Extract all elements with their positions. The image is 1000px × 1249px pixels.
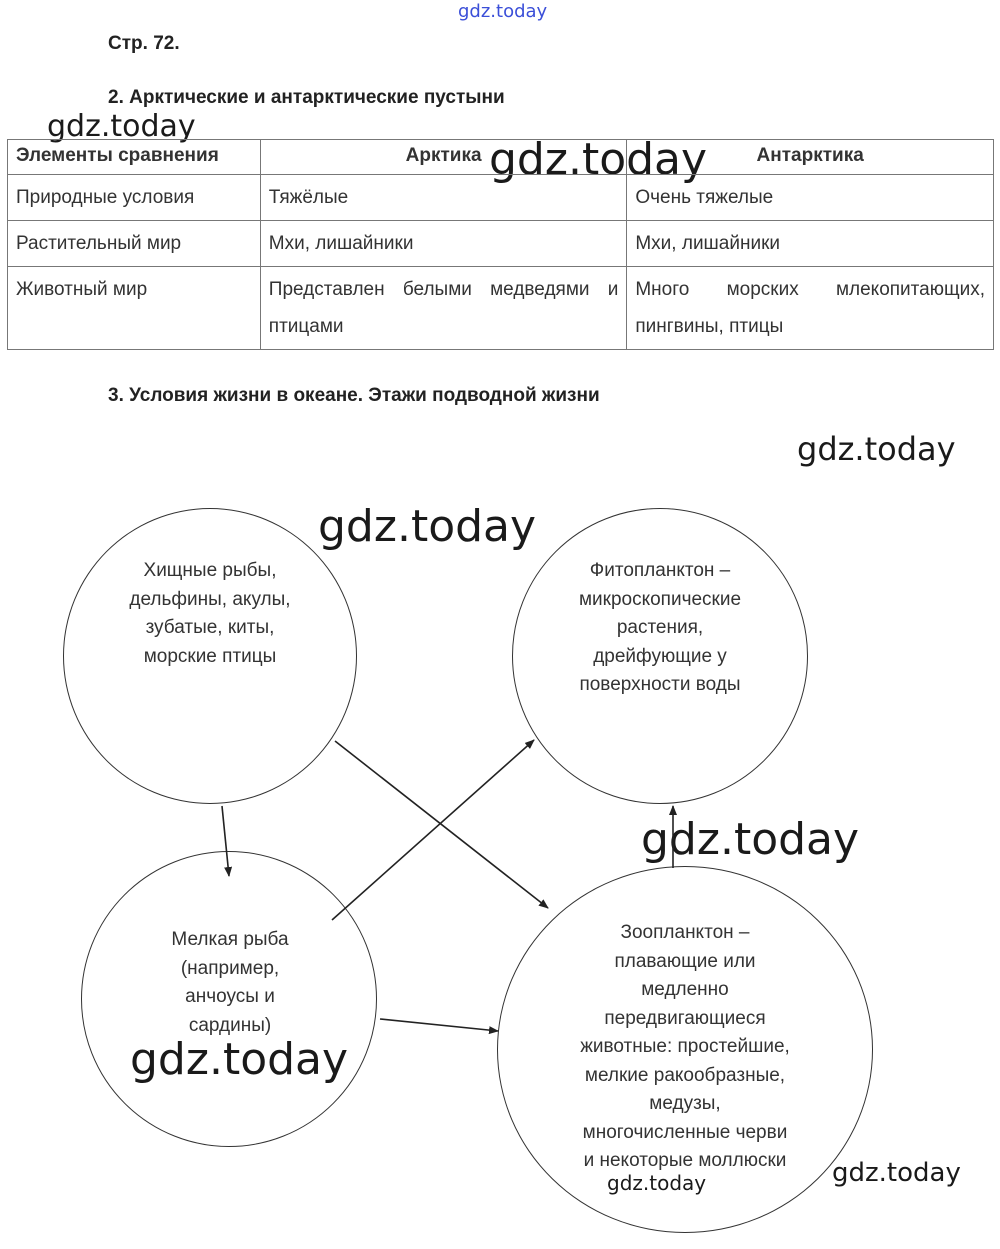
arrow-small-fish-to-zooplankton [380, 1019, 498, 1031]
watermark-lower-left: gdz.today [130, 1034, 349, 1085]
row-label: Растительный мир [8, 221, 261, 267]
antarctic-cell: Много морских млекопитающих, пингвины, птицы [627, 267, 994, 350]
predators-text: Хищные рыбы, дельфины, акулы, зубатые, киты, морские птицы [129, 560, 291, 667]
small-fish-text: Мелкая рыба (например, анчоусы и сардины) [171, 929, 289, 1036]
antarctic-cell: Мхи, лишайники [627, 221, 994, 267]
page-label: Стр. 72. [108, 33, 180, 54]
row-label: Животный мир [8, 267, 261, 350]
phytoplankton-text: Фитопланктон – микроскопические растения, дрейфующие у поверхности воды [578, 560, 742, 695]
watermark-right-upper: gdz.today [797, 430, 956, 468]
arrow-predators-to-small-fish [222, 806, 229, 876]
header-arctic: Арктика [260, 140, 627, 175]
header-antarctic: Антарктика [627, 140, 994, 175]
watermark-middle-right: gdz.today [641, 814, 860, 865]
arctic-cell: Мхи, лишайники [260, 221, 627, 267]
arctic-cell: Представлен белыми медведями и птицами [260, 267, 627, 350]
row-label: Природные условия [8, 175, 261, 221]
antarctic-cell: Очень тяжелые [627, 175, 994, 221]
section2-title: 2. Арктические и антарктические пустыни [108, 87, 505, 108]
arrow-predators-to-zooplankton [335, 741, 548, 908]
zooplankton-text: Зоопланктон – плавающие или медленно передвигающиеся животные: простейшие, мелкие ракообразные, медузы, многочисленные черви и некоторые моллюски [580, 922, 790, 1171]
watermark-table-center: gdz.today [489, 134, 708, 185]
arrow-small-fish-to-phytoplankton [332, 740, 534, 920]
watermark-bottom-right: gdz.today [832, 1158, 961, 1188]
section3-title: 3. Условия жизни в океане. Этажи подводной жизни [108, 385, 600, 406]
watermark-top: gdz.today [458, 1, 548, 22]
watermark-table-left: gdz.today [47, 109, 196, 144]
watermark-circle-top: gdz.today [318, 501, 537, 552]
arctic-cell: Тяжёлые [260, 175, 627, 221]
header-elements: Элементы сравнения [8, 140, 261, 175]
watermark-bottom-small: gdz.today [607, 1171, 707, 1195]
